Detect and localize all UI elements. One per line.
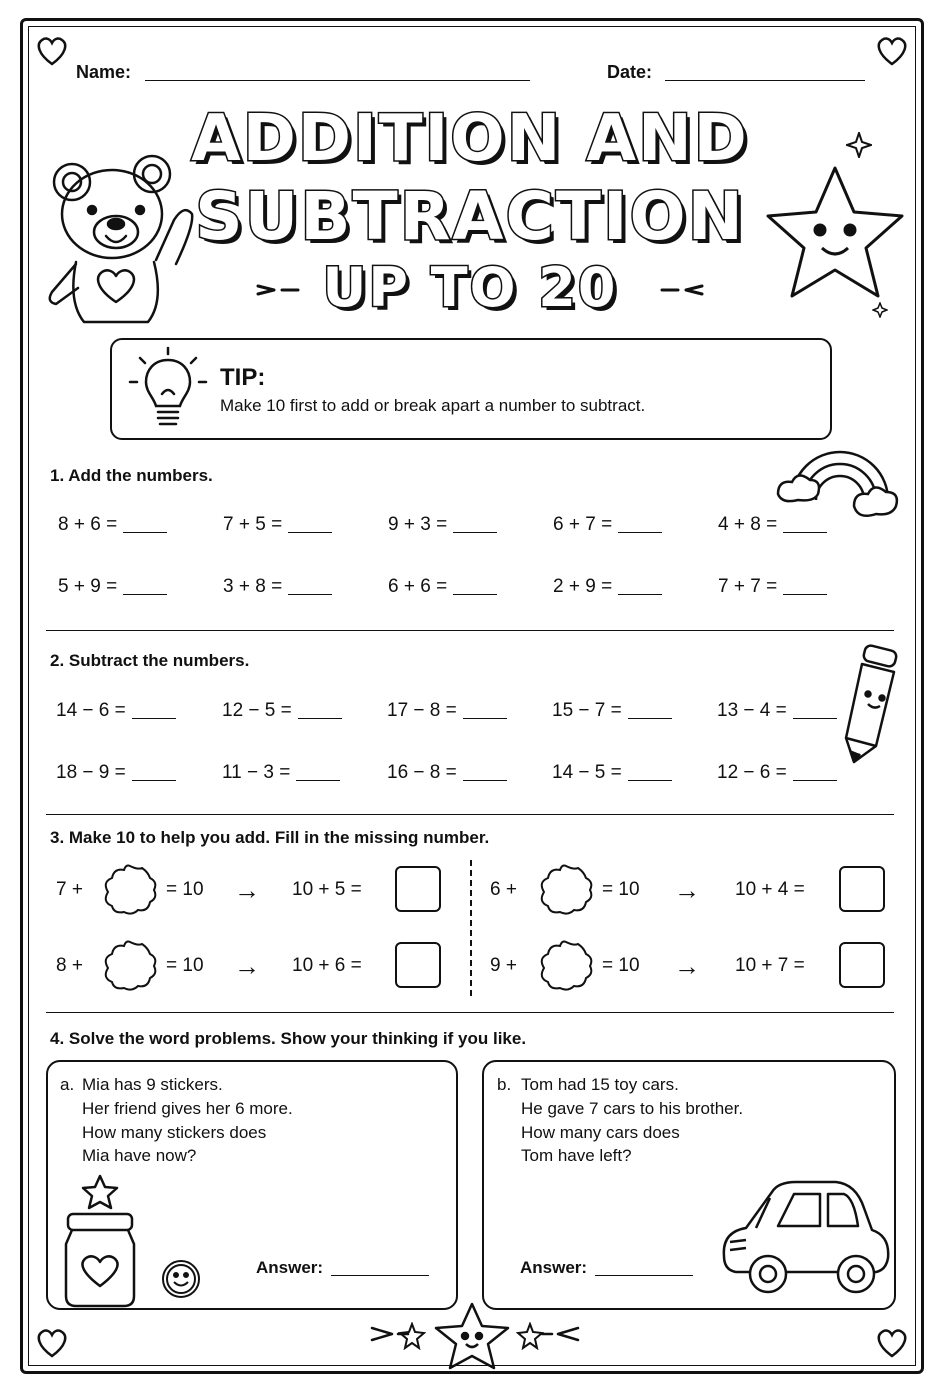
make10-start: 9 + [490,955,517,976]
subtract-problem: 14 − 5 = [552,762,672,784]
subtract-problem: 12 − 6 = [717,762,837,784]
answer-box[interactable] [839,942,885,988]
tip-box [110,338,832,440]
date-field[interactable] [665,80,865,81]
heart-icon [32,30,72,70]
answer-blank[interactable] [463,704,507,719]
answer-blank[interactable] [296,766,340,781]
page-title-line2: SUBTRACTION [195,178,745,255]
make10-next: 10 + 7 = [735,955,805,976]
answer-blank[interactable] [288,580,332,595]
answer-b-field[interactable] [595,1261,693,1276]
answer-box[interactable] [395,866,441,912]
lightbulb-icon [126,346,210,434]
section3-heading: 3. Make 10 to help you add. Fill in the missing number. [50,828,490,847]
add-problem: 8 + 6 = [58,514,167,536]
answer-blank[interactable] [132,766,176,781]
add-problem: 2 + 9 = [553,576,662,598]
add-problem: 4 + 8 = [718,514,827,536]
answer-blank[interactable] [618,518,662,533]
add-problem: 6 + 7 = [553,514,662,536]
arrow-right-icon: → [674,875,700,905]
sticker-jar-icon [58,1170,142,1310]
subtract-problem: 11 − 3 = [222,762,340,784]
word-problem-a-text: Mia have now? [82,1146,197,1165]
make10-equals: = 10 [602,955,640,976]
word-problem-a-text: Her friend gives her 6 more. [82,1099,293,1118]
make10-next: 10 + 5 = [292,879,362,900]
tip-text: Make 10 first to add or break apart a number to subtract. [220,396,646,415]
sparkle-icon [872,302,888,318]
add-problem: 7 + 7 = [718,576,827,598]
arrow-right-icon: → [674,951,700,981]
answer-blank[interactable] [132,704,176,719]
make10-equals: = 10 [166,879,204,900]
toy-car-icon [716,1178,892,1298]
sparkle-icon [256,278,316,302]
date-label: Date: [607,62,653,82]
section4-heading: 4. Solve the word problems. Show your thinking if you like. [50,1029,527,1048]
star-icon [760,160,910,310]
add-problem: 5 + 9 = [58,576,167,598]
word-problem-b-text: He gave 7 cars to his brother. [521,1099,744,1118]
blob-answer-shape[interactable] [100,862,160,918]
star-icon [432,1300,512,1372]
blob-answer-shape[interactable] [536,938,596,994]
blob-answer-shape[interactable] [536,862,596,918]
subtract-problem: 13 − 4 = [717,700,837,722]
page-title-line3: UP TO 20 [322,256,618,319]
add-problem: 3 + 8 = [223,576,332,598]
answer-blank[interactable] [298,704,342,719]
answer-blank[interactable] [783,518,827,533]
smiley-icon [160,1258,202,1300]
answer-blank[interactable] [628,704,672,719]
divider [46,1012,894,1013]
sparkle-icon [540,1324,580,1344]
word-problem-a-letter: a. [60,1075,75,1094]
word-problem-b-text: How many cars does [521,1123,680,1142]
make10-equals: = 10 [602,879,640,900]
make10-equals: = 10 [166,955,204,976]
name-field[interactable] [145,80,530,81]
teddy-bear-icon [44,152,200,328]
tip-label: TIP: [220,364,266,391]
word-problem-b-text: Tom have left? [521,1146,632,1165]
answer-blank[interactable] [793,766,837,781]
word-problem-a-text: How many stickers does [82,1123,267,1142]
answer-blank[interactable] [288,518,332,533]
sparkle-icon [644,278,704,302]
heart-icon [32,1322,72,1362]
answer-blank[interactable] [123,518,167,533]
add-problem: 7 + 5 = [223,514,332,536]
answer-a-field[interactable] [331,1261,429,1276]
word-problem-a-text: Mia has 9 stickers. [82,1075,223,1094]
answer-blank[interactable] [453,518,497,533]
answer-b: Answer: [520,1258,693,1278]
blob-answer-shape[interactable] [100,938,160,994]
section1-heading: 1. Add the numbers. [50,466,213,485]
sparkle-icon [846,132,872,158]
answer-blank[interactable] [453,580,497,595]
answer-blank[interactable] [463,766,507,781]
subtract-problem: 15 − 7 = [552,700,672,722]
heart-icon [872,30,912,70]
subtract-problem: 18 − 9 = [56,762,176,784]
make10-start: 6 + [490,879,517,900]
answer-blank[interactable] [628,766,672,781]
subtract-problem: 12 − 5 = [222,700,342,722]
answer-box[interactable] [839,866,885,912]
answer-a: Answer: [256,1258,429,1278]
make10-start: 8 + [56,955,83,976]
pencil-icon [842,642,902,766]
add-problem: 9 + 3 = [388,514,497,536]
heart-icon [872,1322,912,1362]
answer-blank[interactable] [793,704,837,719]
arrow-right-icon: → [234,875,260,905]
answer-blank[interactable] [618,580,662,595]
answer-blank[interactable] [123,580,167,595]
arrow-right-icon: → [234,951,260,981]
subtract-problem: 14 − 6 = [56,700,176,722]
answer-box[interactable] [395,942,441,988]
word-problem-b-text: Tom had 15 toy cars. [521,1075,679,1094]
column-divider [470,860,472,996]
make10-next: 10 + 6 = [292,955,362,976]
star-icon [398,1322,426,1350]
make10-next: 10 + 4 = [735,879,805,900]
page-title-line1: ADDITION AND [191,102,749,176]
divider [46,814,894,815]
subtract-problem: 16 − 8 = [387,762,507,784]
name-label: Name: [76,62,132,82]
add-problem: 6 + 6 = [388,576,497,598]
divider [46,630,894,631]
make10-start: 7 + [56,879,83,900]
word-problem-b-letter: b. [497,1075,512,1094]
section2-heading: 2. Subtract the numbers. [50,651,250,670]
answer-blank[interactable] [783,580,827,595]
subtract-problem: 17 − 8 = [387,700,507,722]
